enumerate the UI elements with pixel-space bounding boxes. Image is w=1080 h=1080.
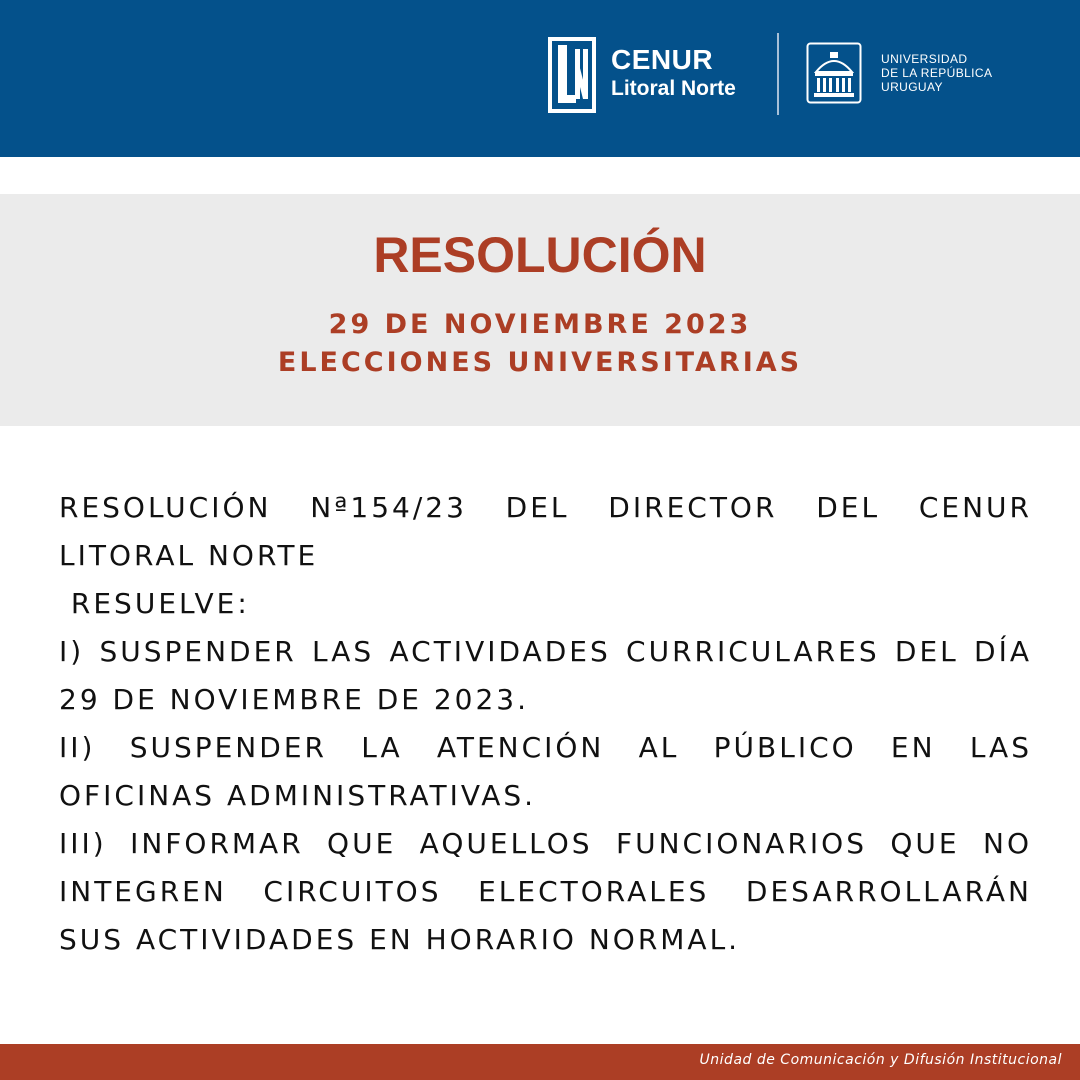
resolution-resuelve: RESUELVE:	[59, 587, 250, 620]
page-subtitle	[0, 306, 1080, 382]
title-box	[0, 194, 1080, 426]
subtitle-date: 29 DE NOVIEMBRE 2023	[328, 309, 752, 340]
header-divider	[777, 33, 779, 115]
cenur-ln-logo-icon	[548, 37, 596, 113]
resolution-item-1: I) SUSPENDER LAS ACTIVIDADES CURRICULARES DEL DÍA 29 DE NOVIEMBRE DE 2023.	[59, 635, 1032, 716]
cenur-wordmark	[611, 44, 736, 102]
resolution-item-2: II) SUSPENDER LA ATENCIÓN AL PÚBLICO EN LAS OFICINAS ADMINISTRATIVAS.	[59, 731, 1032, 812]
footer-bar	[0, 1044, 1080, 1080]
resolution-item-3: III) INFORMAR QUE AQUELLOS FUNCIONARIOS QUE NO INTEGREN CIRCUITOS ELECTORALES DESARROLLARÁN SUS ACTIVIDADES EN HORARIO NORMAL.	[59, 827, 1032, 956]
page-title: RESOLUCIÓN	[373, 227, 707, 283]
udelar-wordmark	[881, 52, 992, 94]
udelar-seal-icon	[806, 42, 862, 104]
header-banner	[0, 0, 1080, 157]
udelar-line: URUGUAY	[881, 80, 943, 94]
udelar-line: DE LA REPÚBLICA	[881, 66, 993, 80]
udelar-line: UNIVERSIDAD	[881, 52, 968, 66]
cenur-subtitle: Litoral Norte	[611, 77, 736, 100]
subtitle-topic: ELECCIONES UNIVERSITARIAS	[277, 347, 803, 378]
resolution-body	[59, 484, 1032, 964]
footer-credit: Unidad de Comunicación y Difusión Institucional	[699, 1052, 1062, 1068]
resolution-heading: RESOLUCIÓN Nª154/23 DEL DIRECTOR DEL CENUR LITORAL NORTE	[59, 491, 1032, 572]
cenur-name: CENUR	[611, 44, 714, 75]
